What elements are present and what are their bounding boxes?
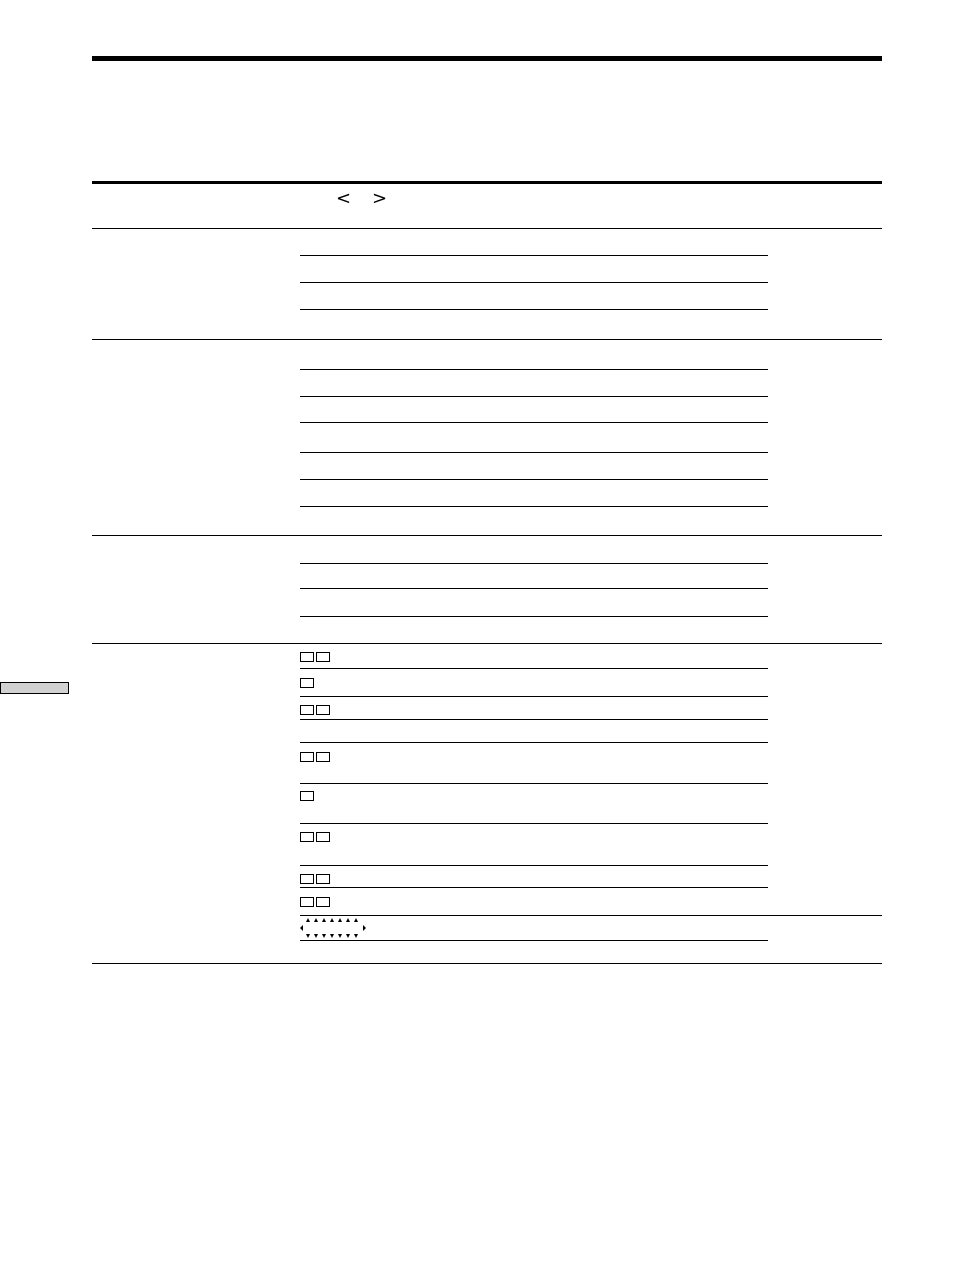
- table-header-rule: [92, 181, 882, 184]
- section-1-row-rule: [300, 255, 768, 256]
- blinking-segment-indicator-icon: [300, 918, 366, 938]
- section-4-top-rule: [92, 643, 882, 644]
- section-4-row-rule: [300, 823, 768, 824]
- section-3-row-rule: [300, 588, 768, 589]
- section-2-row-rule: [300, 506, 768, 507]
- section-4-row-rule: [300, 719, 768, 720]
- section-4-row-rule: [300, 696, 768, 697]
- double-box-indicator-icon: [300, 752, 330, 762]
- section-4-row-rule: [300, 742, 768, 743]
- section-4-row-rule: [300, 668, 768, 669]
- section-2-row-rule: [300, 396, 768, 397]
- double-box-indicator-icon: [300, 897, 330, 907]
- section-4-row-rule: [300, 865, 768, 866]
- single-box-indicator-icon: [300, 791, 314, 801]
- section-2-row-rule: [300, 369, 768, 370]
- double-box-indicator-icon: [300, 832, 330, 842]
- section-2-row-rule: [300, 452, 768, 453]
- section-3-top-rule: [92, 535, 882, 536]
- section-2-top-rule: [92, 339, 882, 340]
- table-bottom-rule: [92, 963, 882, 964]
- section-2-row-rule: [300, 422, 768, 423]
- section-3-row-rule: [300, 563, 768, 564]
- double-box-indicator-icon: [300, 874, 330, 884]
- section-side-tab: [0, 682, 69, 694]
- section-3-row-rule: [300, 616, 768, 617]
- section-4-row-rule: [300, 783, 768, 784]
- section-4-row-rule: [300, 887, 768, 888]
- section-2-row-rule: [300, 479, 768, 480]
- chevron-left-icon: <: [336, 188, 352, 209]
- section-4-wide-rule: [300, 915, 882, 916]
- section-1-top-rule: [92, 228, 882, 229]
- section-4-row-rule: [300, 940, 768, 941]
- double-box-indicator-icon: [300, 705, 330, 715]
- section-1-row-rule: [300, 282, 768, 283]
- single-box-indicator-icon: [300, 678, 314, 688]
- top-rule: [92, 56, 882, 61]
- chevron-right-icon: >: [372, 188, 388, 209]
- double-box-indicator-icon: [300, 652, 330, 662]
- section-1-row-rule: [300, 309, 768, 310]
